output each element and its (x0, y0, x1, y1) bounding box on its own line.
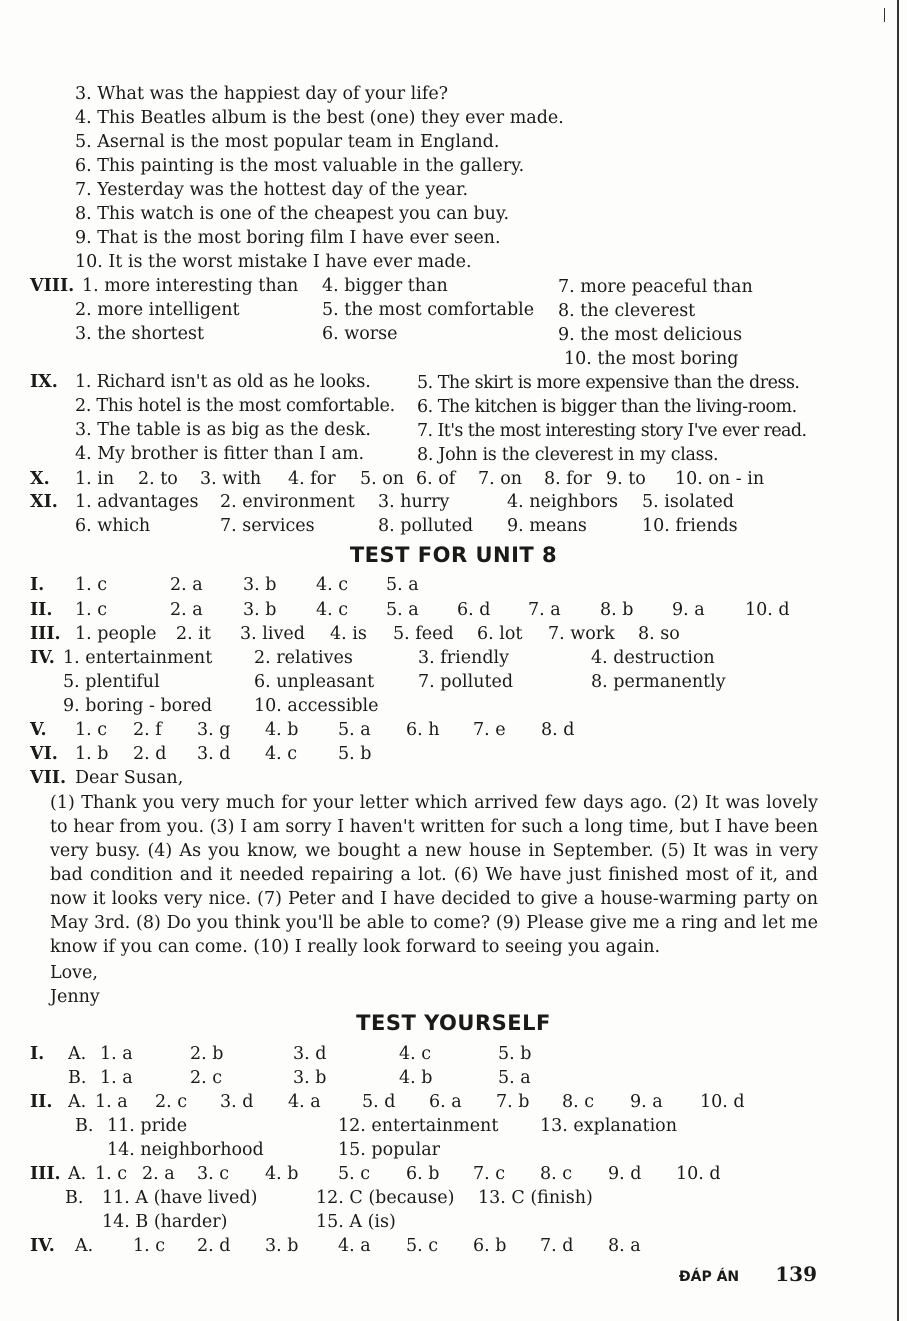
answer-item: 4. a (338, 1236, 371, 1256)
answer-item: 7. a (528, 600, 561, 620)
answer-item: 15. A (is) (316, 1212, 396, 1232)
answer-item: 6. d (457, 600, 491, 620)
answer-item: 1. a (100, 1068, 133, 1088)
section-label-vi: VI. (30, 744, 58, 764)
answer-item: 6. which (75, 516, 151, 536)
list-item: 6. worse (322, 324, 398, 344)
section-label-iii: III. (30, 1164, 61, 1184)
answer-item: 3. lived (240, 624, 305, 644)
list-item: 5. the most comfortable (322, 300, 535, 320)
list-item: 8. This watch is one of the cheapest you can buy. (75, 204, 510, 224)
answer-item: 10. on - in (675, 469, 765, 489)
answer-item: 8. polluted (378, 516, 474, 536)
answer-item: 1. b (75, 744, 109, 764)
answer-item: 4. b (265, 720, 299, 740)
list-item: 10. the most boring (564, 349, 739, 369)
answer-item: 9. to (606, 469, 646, 489)
list-item: 6. This painting is the most valuable in the gallery. (75, 156, 525, 176)
answer-item: 1. c (95, 1164, 128, 1184)
answer-item: 4. destruction (591, 648, 715, 668)
list-item: 3. The table is as big as the desk. (75, 420, 371, 440)
answer-item: 13. explanation (540, 1116, 677, 1136)
list-item: 10. It is the worst mistake I have ever made. (75, 252, 472, 272)
answer-item: 7. services (220, 516, 315, 536)
answer-item: 1. c (75, 575, 108, 595)
answer-item: 1. c (75, 600, 108, 620)
answer-item: 6. unpleasant (254, 672, 375, 692)
answer-item: 3. b (243, 575, 277, 595)
answer-item: 3. c (197, 1164, 230, 1184)
list-item: 3. What was the happiest day of your life? (75, 84, 449, 104)
part-label: A. (68, 1044, 87, 1064)
answer-item: 5. isolated (642, 492, 734, 512)
answer-item: 10. friends (642, 516, 738, 536)
answer-item: 2. environment (220, 492, 355, 512)
answer-item: 6. b (473, 1236, 507, 1256)
section-label-ii: II. (30, 600, 53, 620)
list-item: 5. Asernal is the most popular team in England. (75, 132, 500, 152)
answer-item: 14. neighborhood (107, 1140, 264, 1160)
part-label: A. (68, 1164, 87, 1184)
answer-item: 1. in (75, 469, 115, 489)
answer-item: 8. a (608, 1236, 641, 1256)
answer-item: 7. c (473, 1164, 506, 1184)
answer-item: 2. a (170, 575, 203, 595)
answer-item: 1. c (75, 720, 108, 740)
page-edge-mark (884, 8, 885, 22)
answer-item: 3. with (200, 469, 262, 489)
answer-item: 2. c (155, 1092, 188, 1112)
answer-item: 7. polluted (418, 672, 514, 692)
answer-item: 7. d (540, 1236, 574, 1256)
answer-item: 12. entertainment (338, 1116, 499, 1136)
answer-item: 2. to (138, 469, 178, 489)
section-label-v: V. (30, 720, 47, 740)
page-footer (679, 1262, 817, 1286)
answer-item: 10. d (700, 1092, 745, 1112)
section-label-ix: IX. (30, 372, 58, 392)
answer-item: 8. c (562, 1092, 595, 1112)
answer-item: 5. a (386, 600, 419, 620)
section-label-iv: IV. (30, 1236, 55, 1256)
letter-signature: Jenny (50, 987, 100, 1007)
part-label: B. (75, 1116, 94, 1136)
list-item: 9. the most delicious (558, 325, 743, 345)
answer-item: 3. b (293, 1068, 327, 1088)
answer-item: 10. accessible (254, 696, 379, 716)
answer-item: 7. e (473, 720, 506, 740)
answer-item: 5. plentiful (63, 672, 160, 692)
answer-item: 4. c (316, 600, 349, 620)
answer-item: 1. people (75, 624, 157, 644)
answer-item: 2. a (142, 1164, 175, 1184)
answer-item: 4. b (399, 1068, 433, 1088)
answer-item: 5. on (360, 469, 405, 489)
section-label-xi: XI. (30, 492, 58, 512)
answer-item: 9. d (608, 1164, 642, 1184)
answer-item: 4. for (288, 469, 336, 489)
answer-item: 2. d (197, 1236, 231, 1256)
answer-item: 4. b (265, 1164, 299, 1184)
answer-item: 1. entertainment (63, 648, 213, 668)
answer-item: 9. a (672, 600, 705, 620)
section-label-x: X. (30, 469, 50, 489)
answer-item: 6. h (406, 720, 440, 740)
answer-item: 11. A (have lived) (102, 1188, 258, 1208)
answer-item: 2. b (190, 1044, 224, 1064)
part-label: A. (75, 1236, 94, 1256)
answer-item: 8. c (540, 1164, 573, 1184)
part-label: B. (65, 1188, 84, 1208)
answer-item: 6. a (429, 1092, 462, 1112)
section-heading: TEST FOR UNIT 8 (349, 543, 558, 567)
answer-item: 2. c (190, 1068, 223, 1088)
footer-label: ĐÁP ÁN (678, 1269, 740, 1285)
list-item: 8. John is the cleverest in my class. (417, 445, 719, 465)
answer-item: 1. c (133, 1236, 166, 1256)
answer-item: 9. boring - bored (63, 696, 213, 716)
answer-item: 6. lot (477, 624, 523, 644)
list-item: 8. the cleverest (558, 301, 696, 321)
section-label-iii: III. (30, 624, 61, 644)
list-item: 6. The kitchen is bigger than the living-room. (417, 397, 797, 417)
list-item: 7. Yesterday was the hottest day of the year. (75, 180, 469, 200)
list-item: 7. more peaceful than (558, 277, 753, 297)
answer-item: 4. c (265, 744, 298, 764)
answer-item: 9. means (507, 516, 587, 536)
answer-item: 10. d (745, 600, 790, 620)
answer-item: 5. a (498, 1068, 531, 1088)
answer-item: 5. b (498, 1044, 532, 1064)
answer-item: 1. a (100, 1044, 133, 1064)
answer-item: 4. neighbors (507, 492, 619, 512)
answer-item: 8. for (544, 469, 592, 489)
answer-item: 3. d (220, 1092, 254, 1112)
answer-item: 3. hurry (378, 492, 450, 512)
section-label-viii: VIII. (30, 276, 75, 296)
list-item: 4. bigger than (322, 276, 448, 296)
answer-item: 9. a (630, 1092, 663, 1112)
letter-body: (1) Thank you very much for your letter which arrived few days ago. (2) It was lovely to hear from you. (3) I am sorry I haven't written for such a long time, but I have been very busy. (4) As you know, we bought a new house in September. (5) It was in very bad condition and it needed repairing a lot. (6) We have just finished most of it, and now it looks very nice. (7) Peter and I have decided to give a house-warming party on May 3rd. (8) Do you think you'll be able to come? (9) Please give me a ring and let me know if you can come. (10) I really look forward to seeing you again. (50, 793, 818, 957)
answer-item: 5. a (386, 575, 419, 595)
answer-item: 14. B (harder) (102, 1212, 228, 1232)
list-item: 2. more intelligent (75, 300, 240, 320)
answer-item: 5. c (406, 1236, 439, 1256)
list-item: 5. The skirt is more expensive than the dress. (417, 373, 800, 393)
answer-item: 6. b (406, 1164, 440, 1184)
list-item: 2. This hotel is the most comfortable. (75, 396, 395, 416)
answer-item: 7. b (496, 1092, 530, 1112)
answer-item: 15. popular (338, 1140, 441, 1160)
letter-closing: Love, (50, 963, 98, 983)
answer-item: 4. c (399, 1044, 432, 1064)
answer-item: 2. it (176, 624, 211, 644)
answer-item: 1. a (95, 1092, 128, 1112)
answer-item: 3. d (197, 744, 231, 764)
answer-item: 3. g (197, 720, 231, 740)
list-item: 4. My brother is fitter than I am. (75, 444, 365, 464)
part-label: B. (68, 1068, 87, 1088)
answer-item: 4. a (288, 1092, 321, 1112)
section-heading: TEST YOURSELF (356, 1011, 551, 1035)
section-label-vii: VII. (30, 768, 67, 788)
answer-item: 5. c (338, 1164, 371, 1184)
answer-item: 8. so (638, 624, 680, 644)
answer-item: 5. b (338, 744, 372, 764)
answer-item: 1. advantages (75, 492, 199, 512)
answer-item: 6. of (416, 469, 456, 489)
answer-item: 3. b (243, 600, 277, 620)
section-label-ii: II. (30, 1092, 53, 1112)
page-edge (897, 0, 899, 1321)
answer-item: 2. a (170, 600, 203, 620)
list-item: 7. It's the most interesting story I've ever read. (417, 421, 807, 441)
answer-item: 2. f (133, 720, 162, 740)
answer-item: 5. a (338, 720, 371, 740)
answer-item: 5. feed (393, 624, 454, 644)
answer-item: 4. is (330, 624, 367, 644)
part-label: A. (68, 1092, 87, 1112)
answer-item: 7. on (478, 469, 523, 489)
answer-item: 7. work (548, 624, 615, 644)
list-item: 3. the shortest (75, 324, 205, 344)
letter-greeting: Dear Susan, (75, 768, 184, 788)
list-item: 4. This Beatles album is the best (one) they ever made. (75, 108, 564, 128)
answer-item: 11. pride (107, 1116, 188, 1136)
answer-item: 8. d (541, 720, 575, 740)
page-number: 139 (775, 1262, 817, 1286)
answer-item: 3. d (293, 1044, 327, 1064)
answer-item: 8. permanently (591, 672, 726, 692)
answer-item: 8. b (600, 600, 634, 620)
answer-item: 4. c (316, 575, 349, 595)
list-item: 1. more interesting than (82, 276, 299, 296)
answer-item: 3. b (265, 1236, 299, 1256)
section-label-i: I. (30, 575, 45, 595)
answer-item: 5. d (362, 1092, 396, 1112)
answer-item: 13. C (finish) (478, 1188, 593, 1208)
answer-item: 10. d (676, 1164, 721, 1184)
answer-item: 3. friendly (418, 648, 510, 668)
section-label-iv: IV. (30, 648, 55, 668)
answer-item: 2. relatives (254, 648, 353, 668)
answer-item: 2. d (133, 744, 167, 764)
section-label-i: I. (30, 1044, 45, 1064)
list-item: 1. Richard isn't as old as he looks. (75, 372, 371, 392)
list-item: 9. That is the most boring film I have ever seen. (75, 228, 501, 248)
answer-item: 12. C (because) (316, 1188, 455, 1208)
